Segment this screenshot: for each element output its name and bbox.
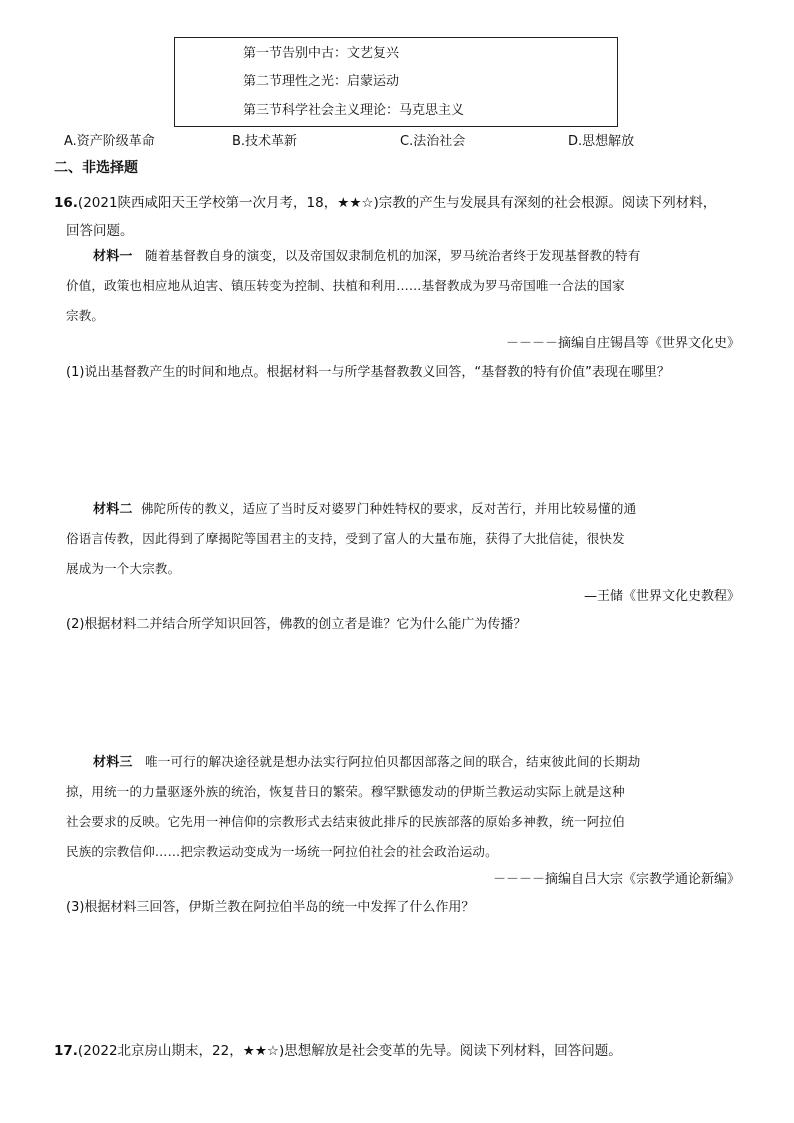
question-17-text: (2022北京房山期末，22，★★☆)思想解放是社会变革的先导。阅读下列材料，回答问题。 bbox=[77, 1043, 622, 1059]
material-3-text: 唯一可行的解决途径就是想办法实行阿拉伯贝都因部落之间的联合，结束彼此间的长期劫 bbox=[145, 754, 641, 769]
material-1-text: 随着基督教自身的演变，以及帝国奴隶制危机的加深，罗马统治者终于发现基督教的特有 bbox=[145, 248, 641, 263]
question-number: 17. bbox=[54, 1043, 78, 1059]
material-2-line-2: 俗语言传教，因此得到了摩揭陀等国君主的支持，受到了富人的大量布施，获得了大批信徒，很快发 bbox=[66, 531, 625, 546]
question-number: 16. bbox=[54, 195, 78, 211]
sub-question-3: (3)根据材料三回答，伊斯兰教在阿拉伯半岛的统一中发挥了什么作用？ bbox=[66, 900, 475, 915]
material-3-line-4: 民族的宗教信仰……把宗教运动变成为一场统一阿拉伯社会的社会政治运动。 bbox=[66, 844, 498, 859]
sub-question-1: (1)说出基督教产生的时间和地点。根据材料一与所学基督教教义回答，“基督教的特有价值”表现在哪里？ bbox=[66, 365, 670, 380]
material-3-line-1 bbox=[93, 751, 640, 770]
question-16-text: (2021陕西咸阳天王学校第一次月考，18，★★☆)宗教的产生与发展具有深刻的社会根源。阅读下列材料， bbox=[77, 195, 717, 211]
option-a: A.资产阶级革命 bbox=[64, 134, 155, 149]
content-box bbox=[174, 37, 618, 127]
question-17-stem bbox=[54, 1039, 622, 1059]
section-title: 二、非选择题 bbox=[54, 160, 138, 176]
option-c: C.法治社会 bbox=[400, 134, 466, 149]
box-line-3: 第三节科学社会主义理论：马克思主义 bbox=[243, 103, 465, 118]
material-3-line-3: 社会要求的反映。它先用一神信仰的宗教形式去结束彼此排斥的民族部落的原始多神教，统一阿拉伯 bbox=[66, 814, 625, 829]
material-1-source: －－－－摘编自庄锡昌等《世界文化史》 bbox=[505, 336, 740, 351]
question-16-stem-cont: 回答问题。 bbox=[66, 223, 134, 239]
option-b: B.技术革新 bbox=[232, 134, 298, 149]
material-2-source: —王储《世界文化史教程》 bbox=[583, 589, 740, 604]
box-line-1: 第一节告别中古：文艺复兴 bbox=[243, 46, 400, 61]
material-3-source: －－－－摘编自吕大宗《宗教学通论新编》 bbox=[492, 872, 740, 887]
material-2-line-1 bbox=[93, 498, 636, 517]
material-1-line-3: 宗教。 bbox=[66, 308, 105, 323]
sub-question-2: (2)根据材料二并结合所学知识回答，佛教的创立者是谁？它为什么能广为传播？ bbox=[66, 617, 527, 632]
material-2-text: 佛陀所传的教义，适应了当时反对婆罗门种姓特权的要求，反对苦行，并用比较易懂的通 bbox=[140, 501, 637, 516]
option-d: D.思想解放 bbox=[568, 134, 635, 149]
material-1-heading: 材料一 bbox=[93, 249, 133, 264]
material-2-heading: 材料二 bbox=[93, 502, 133, 517]
question-16-stem bbox=[54, 191, 716, 211]
material-1-line-1 bbox=[93, 245, 640, 264]
material-1-line-2: 价值，政策也相应地从迫害、镇压转变为控制、扶植和利用……基督教成为罗马帝国唯一合法的国家 bbox=[66, 278, 625, 293]
material-3-heading: 材料三 bbox=[93, 755, 133, 770]
material-3-line-2: 掠，用统一的力量驱逐外族的统治，恢复昔日的繁荣。穆罕默德发动的伊斯兰教运动实际上就是这种 bbox=[66, 784, 625, 799]
box-line-2: 第二节理性之光：启蒙运动 bbox=[243, 74, 400, 89]
material-2-line-3: 展成为一个大宗教。 bbox=[66, 561, 181, 576]
